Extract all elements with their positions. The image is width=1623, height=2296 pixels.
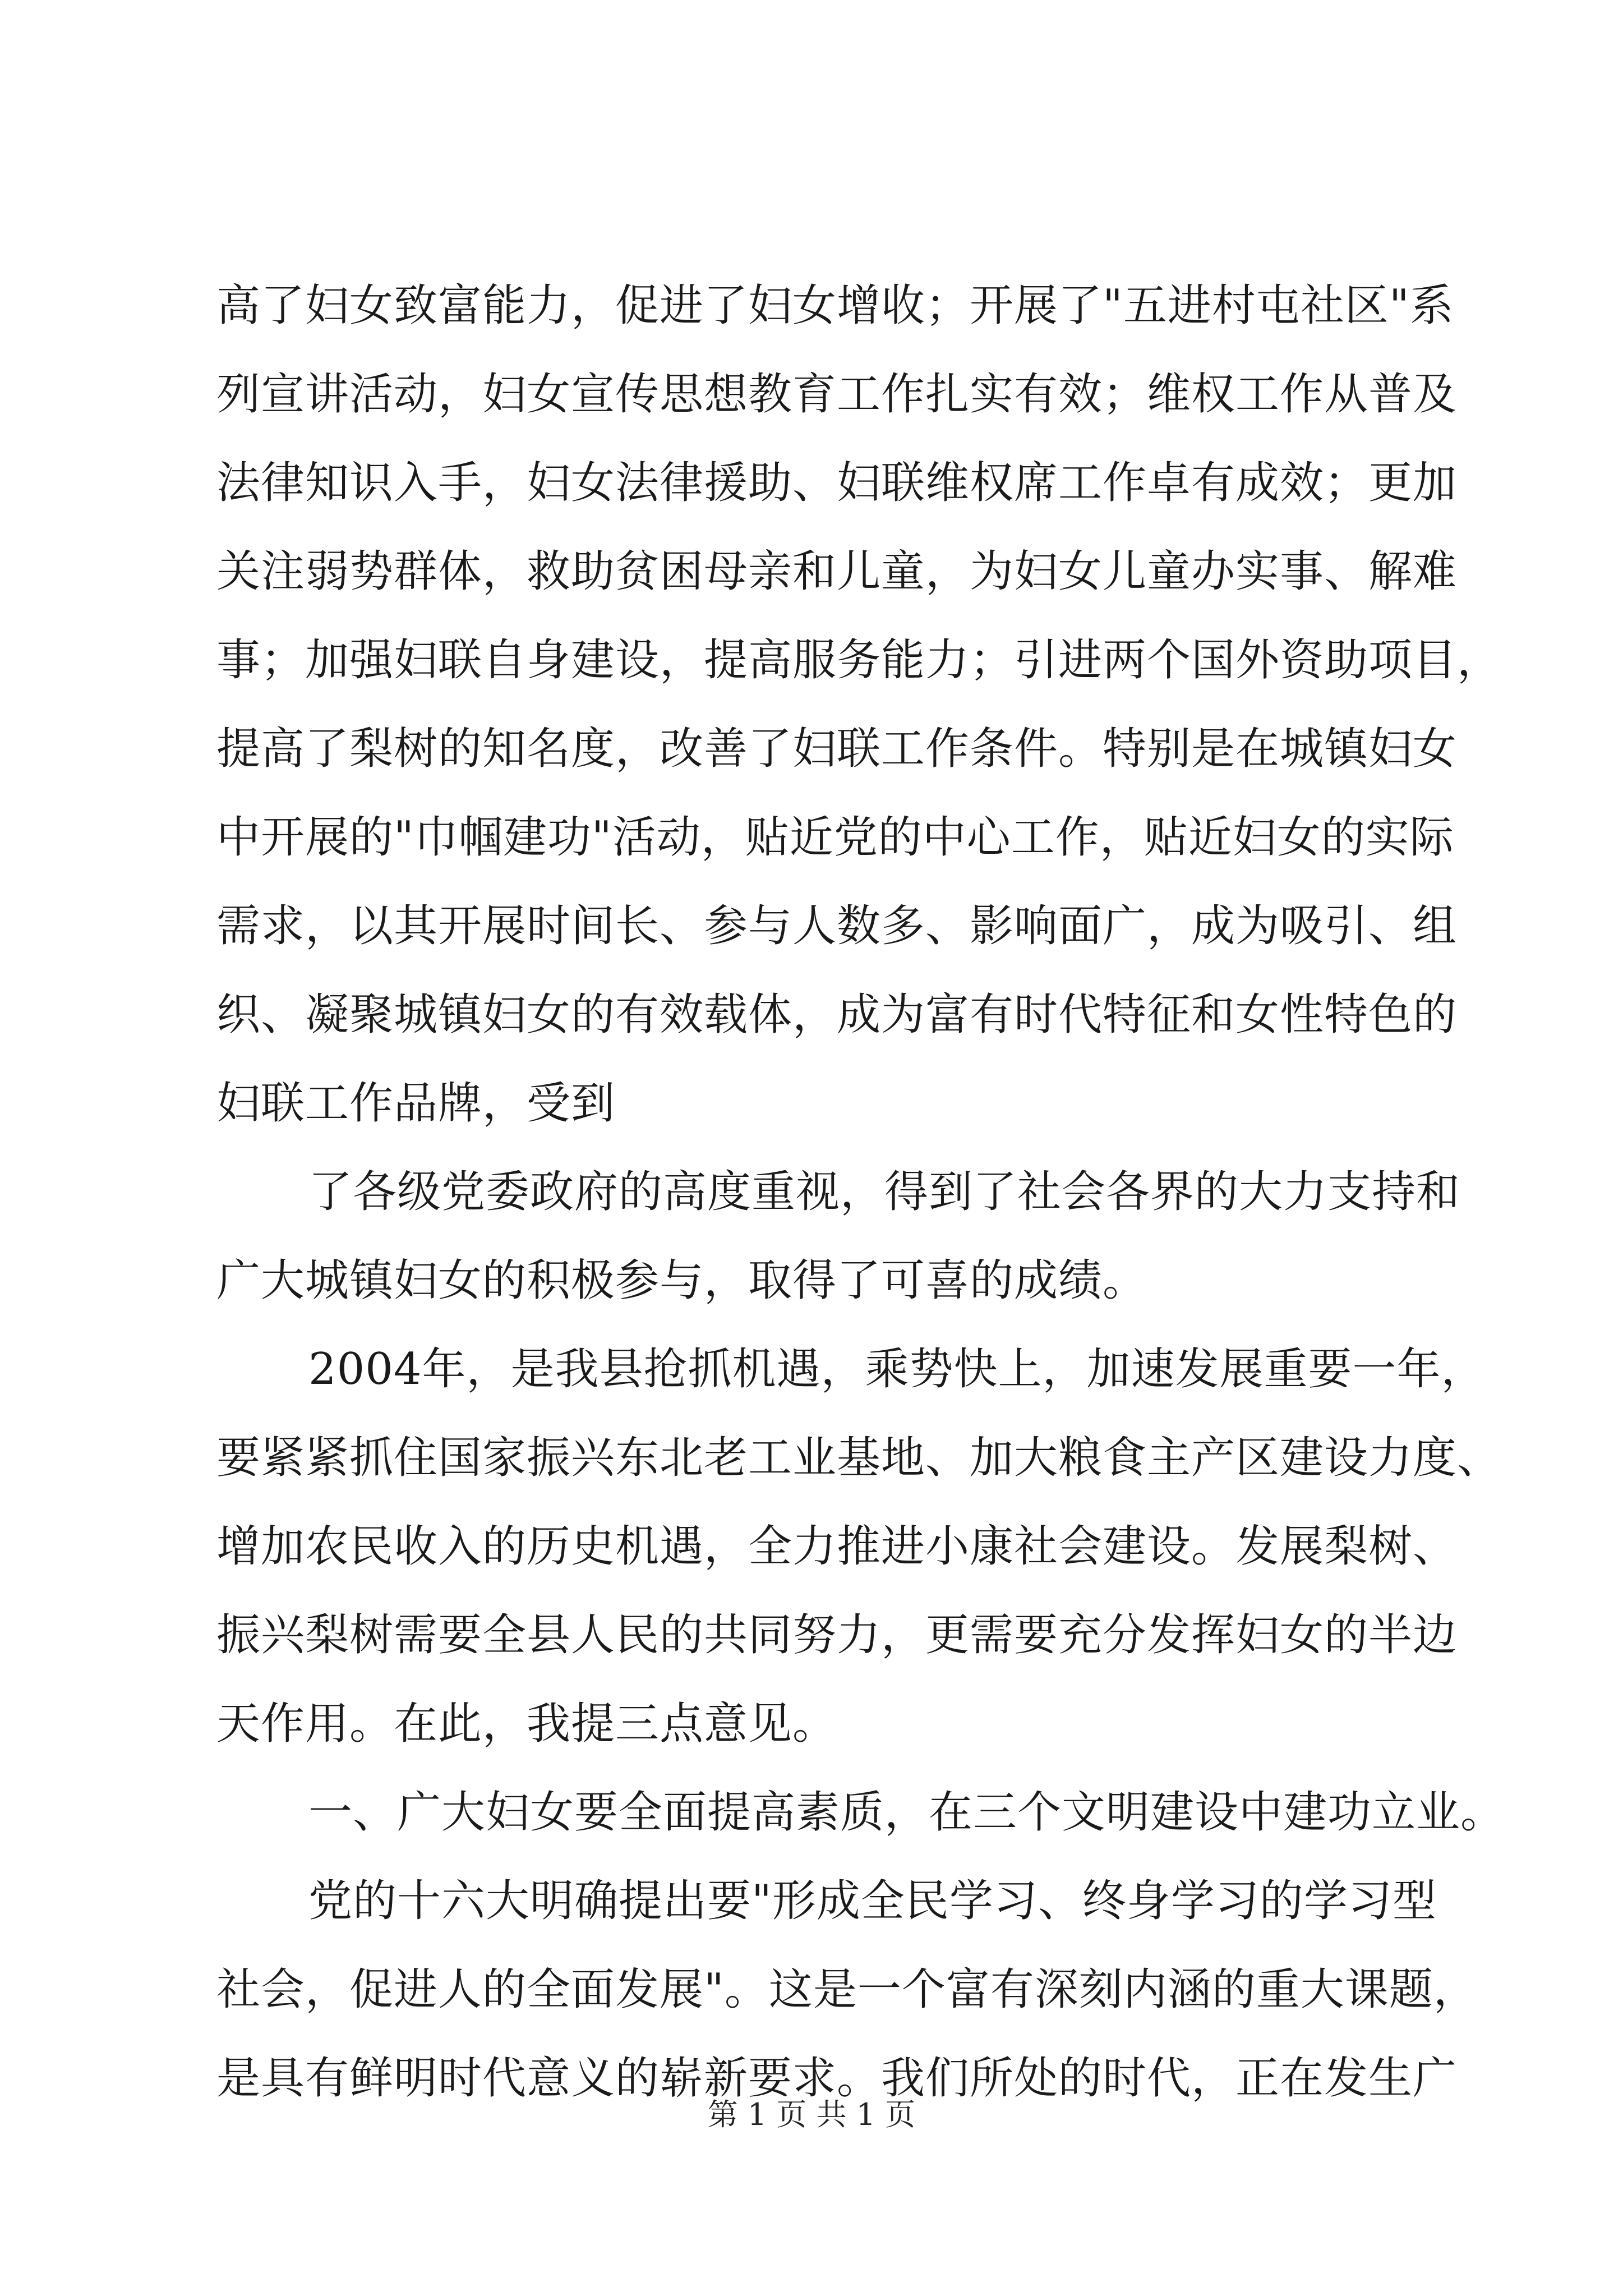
- text-line: 振兴梨树需要全县人民的共同努力，更需要充分发挥妇女的半边: [216, 1610, 1458, 1660]
- text-line: 增加农民收入的历史机遇，全力推进小康社会建设。发展梨树、: [216, 1521, 1458, 1572]
- section-heading: 一、广大妇女要全面提高素质，在三个文明建设中建功立业。: [308, 1787, 1505, 1838]
- text-line: 需求，以其开展时间长、参与人数多、影响面广，成为吸引、组: [216, 901, 1458, 951]
- page-footer: 第 1 页 共 1 页: [707, 2097, 916, 2132]
- text-line: 列宣讲活动，妇女宣传思想教育工作扎实有效；维权工作从普及: [216, 369, 1458, 420]
- text-line: 提高了梨树的知名度，改善了妇联工作条件。特别是在城镇妇女: [216, 724, 1458, 774]
- text-line: 妇联工作品牌，受到: [216, 1078, 616, 1129]
- text-line: 关注弱势群体，救助贫困母亲和儿童，为妇女儿童办实事、解难: [216, 546, 1458, 597]
- text-line: 法律知识入手，妇女法律援助、妇联维权席工作卓有成效；更加: [216, 458, 1458, 508]
- text-line: 天作用。在此，我提三点意见。: [216, 1699, 837, 1749]
- text-line: 中开展的"巾帼建功"活动，贴近党的中心工作，贴近妇女的实际: [216, 812, 1454, 863]
- text-line: 广大城镇妇女的积极参与，取得了可喜的成绩。: [216, 1255, 1147, 1306]
- text-line: 是具有鲜明时代意义的崭新要求。我们所处的时代，正在发生广: [216, 2053, 1458, 2104]
- text-line: 事；加强妇联自身建设，提高服务能力；引进两个国外资助项目，: [216, 635, 1502, 685]
- text-line: 要紧紧抓住国家振兴东北老工业基地、加大粮食主产区建设力度、: [216, 1433, 1502, 1483]
- text-line: 高了妇女致富能力，促进了妇女增收；开展了"五进村屯社区"系: [216, 280, 1454, 331]
- text-line: 织、凝聚城镇妇女的有效载体，成为富有时代特征和女性特色的: [216, 990, 1458, 1040]
- paragraph-first-line: 党的十六大明确提出要"形成全民学习、终身学习的学习型: [308, 1876, 1437, 1926]
- text-line: 社会，促进人的全面发展"。这是一个富有深刻内涵的重大课题，: [216, 1964, 1478, 2015]
- paragraph-first-line: 2004年，是我县抢抓机遇，乘势快上，加速发展重要一年，: [308, 1344, 1486, 1395]
- paragraph-first-line: 了各级党委政府的高度重视，得到了社会各界的大力支持和: [308, 1167, 1461, 1217]
